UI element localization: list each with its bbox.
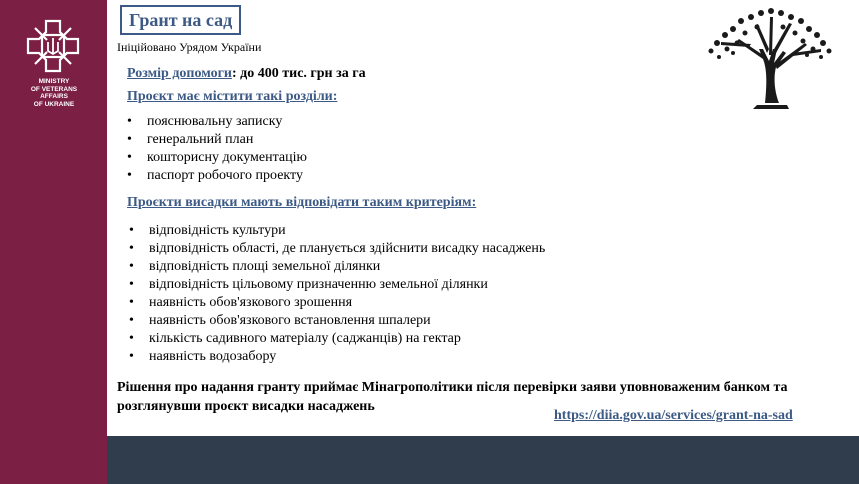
page-title: Грант на сад — [120, 5, 241, 35]
list-item: • кількість садивного матеріалу (саджанців) на гектар — [129, 330, 545, 348]
amount-value: до 400 тис. грн за га — [236, 66, 366, 81]
ministry-line: MINISTRY — [38, 78, 70, 85]
amount-line — [127, 66, 366, 82]
tree-illustration-icon — [697, 3, 843, 115]
list-item: • наявність водозабору — [129, 348, 545, 366]
ministry-line: AFFAIRS — [40, 93, 68, 100]
sections-list — [127, 113, 307, 185]
ministry-line: OF VETERANS — [30, 85, 78, 93]
amount-separator: : — [232, 66, 237, 81]
list-item: • генеральний план — [127, 131, 307, 149]
list-item: • пояснювальну записку — [127, 113, 307, 131]
grant-link[interactable]: https://diia.gov.ua/services/grant-na-sad — [554, 408, 793, 423]
list-item: • паспорт робочого проекту — [127, 167, 307, 185]
list-item: • відповідність площі земельної ділянки — [129, 258, 545, 276]
list-item: • наявність обов'язкового встановлення шпалери — [129, 312, 545, 330]
ministry-line: OF UKRAINE — [33, 100, 75, 108]
sidebar — [0, 0, 107, 484]
list-item: • відповідність культури — [129, 222, 545, 240]
decision-text: Рішення про надання гранту приймає Мінагрополітики після перевірки заяви уповноваженим банком та розглянувши проєкт висадки насаджень — [117, 380, 788, 414]
list-item: • наявність обов'язкового зрошення — [129, 294, 545, 312]
footer-bar — [107, 436, 859, 484]
criteria-list — [129, 222, 545, 366]
amount-label: Розмір допомоги — [127, 66, 232, 81]
list-item: • відповідність області, де планується здійснити висадку насаджень — [129, 240, 545, 258]
ministry-cross-emblem-icon — [25, 18, 81, 74]
ministry-name — [10, 78, 98, 108]
criteria-heading: Проєкти висадки мають відповідати таким критеріям: — [127, 195, 477, 210]
list-item: • відповідність цільовому призначенню земельної ділянки — [129, 276, 545, 294]
page-subtitle: Ініційовано Урядом України — [117, 40, 262, 54]
sections-heading: Проєкт має містити такі розділи: — [127, 89, 338, 104]
list-item: • кошторисну документацію — [127, 149, 307, 167]
